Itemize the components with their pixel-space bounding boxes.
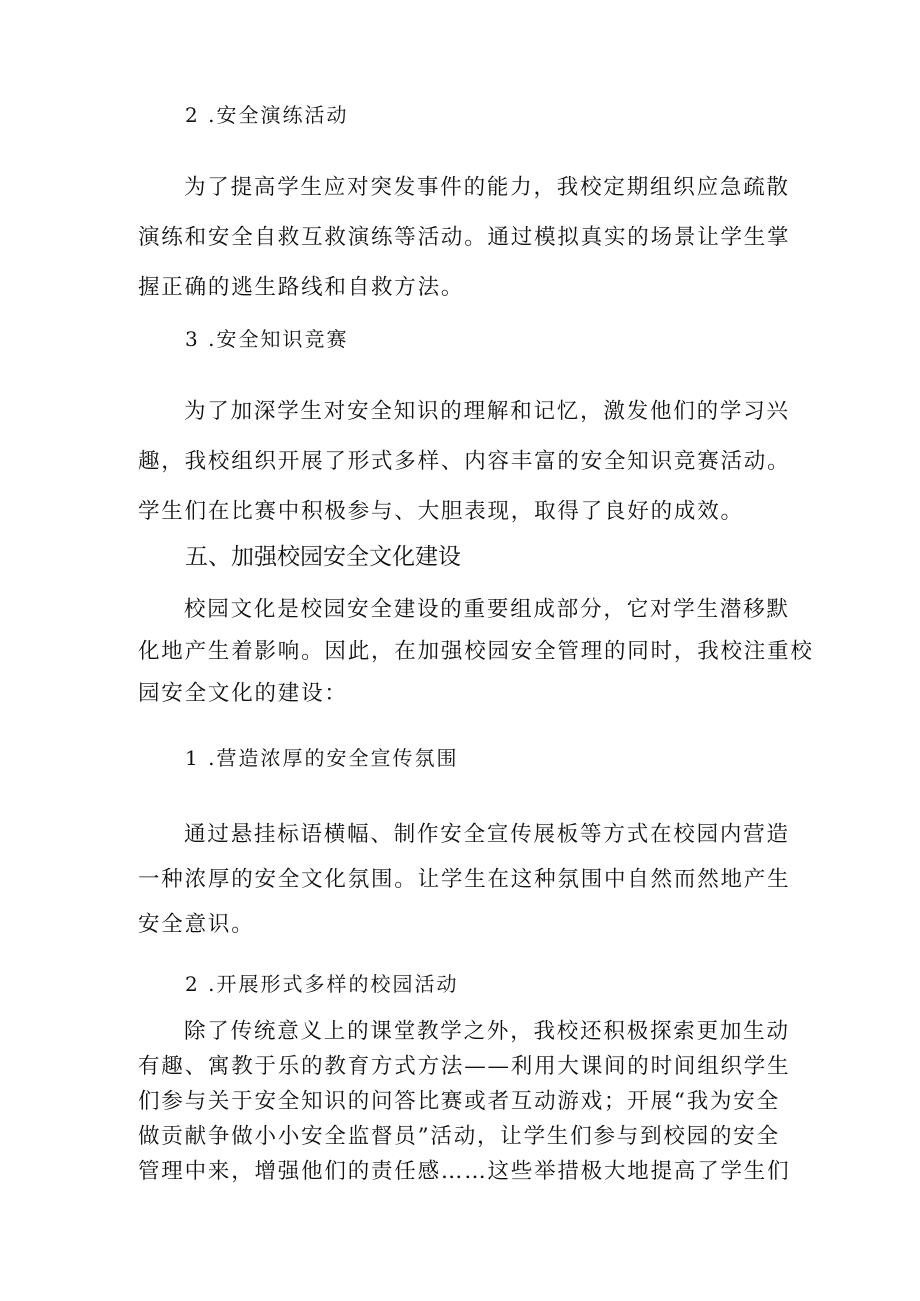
paragraph-safety-drill bbox=[138, 163, 791, 313]
subheading-safety-contest: 3 .安全知识竞赛 bbox=[185, 327, 349, 351]
paragraph-campus-activities bbox=[138, 1014, 791, 1189]
paragraph-line: 通过悬挂标语横幅、制作安全宣传展板等方式在校园内营造 bbox=[184, 822, 790, 847]
paragraph-line: 学生们在比赛中积极参与、大胆表现，取得了良好的成效。 bbox=[138, 499, 744, 524]
paragraph-line: 安全意识。 bbox=[138, 912, 255, 937]
paragraph-line: 化地产生着影响。因此，在加强校园安全管理的同时，我校注重校 bbox=[138, 639, 814, 664]
subheading-safety-atmosphere: 1 .营造浓厚的安全宣传氛围 bbox=[185, 746, 459, 770]
paragraph-line: 一种浓厚的安全文化氛围。让学生在这种氛围中自然而然地产生 bbox=[138, 867, 791, 892]
section-heading-safety-culture: 五、加强校园安全文化建设 bbox=[185, 544, 461, 570]
paragraph-line: 有趣、寓教于乐的教育方式方法——利用大课间的时间组织学生 bbox=[138, 1054, 791, 1079]
paragraph-safety-atmosphere bbox=[138, 812, 791, 947]
paragraph-line: 为了提高学生应对突发事件的能力，我校定期组织应急疏散 bbox=[184, 175, 790, 200]
paragraph-line: 演练和安全自救互救演练等活动。通过模拟真实的场景让学生掌 bbox=[138, 225, 791, 250]
paragraph-line: 除了传统意义上的课堂教学之外，我校还积极探索更加生动 bbox=[184, 1019, 790, 1044]
paragraph-line: 为了加深学生对安全知识的理解和记忆，激发他们的学习兴 bbox=[184, 399, 790, 424]
paragraph-line: 趣，我校组织开展了形式多样、内容丰富的安全知识竞赛活动。 bbox=[138, 449, 791, 474]
paragraph-safety-culture bbox=[138, 589, 814, 715]
paragraph-line: 做贡献争做小小安全监督员”活动，让学生们参与到校园的安全 bbox=[138, 1124, 780, 1149]
subheading-safety-drill: 2 .安全演练活动 bbox=[185, 103, 349, 127]
paragraph-line: 管理中来，增强他们的责任感……这些举措极大地提高了学生们 bbox=[138, 1159, 791, 1184]
paragraph-line: 握正确的逃生路线和自救方法。 bbox=[138, 275, 465, 300]
paragraph-line: 园安全文化的建设： bbox=[138, 681, 348, 706]
paragraph-line: 们参与关于安全知识的问答比赛或者互动游戏；开展“我为安全 bbox=[138, 1089, 780, 1114]
paragraph-line: 校园文化是校园安全建设的重要组成部分，它对学生潜移默 bbox=[184, 597, 790, 622]
subheading-campus-activities: 2 .开展形式多样的校园活动 bbox=[185, 972, 459, 996]
paragraph-safety-contest bbox=[138, 387, 791, 537]
